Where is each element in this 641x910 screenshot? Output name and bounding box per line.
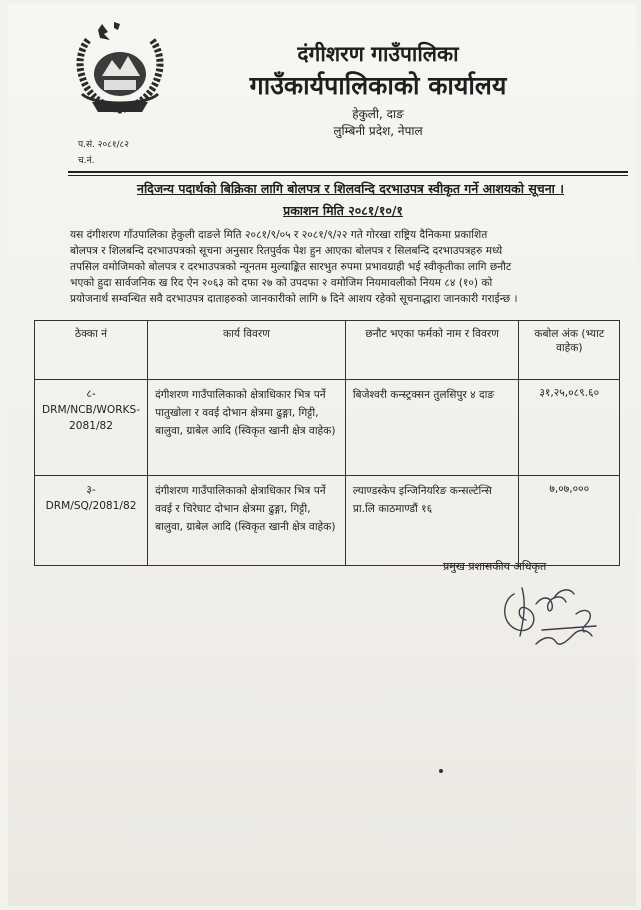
notice-body bbox=[70, 227, 630, 307]
contract-code: DRM/SQ/2081/82 bbox=[45, 500, 137, 512]
contract-no-cell bbox=[35, 380, 148, 476]
header-bid-amount: कबोल अंक (भ्याट वाहेक) bbox=[519, 321, 620, 380]
body-line: प्रयोजनार्थ सम्वन्धित सवै दरभाउपत्र दाताहरुको जानकारीको लागि ७ दिने आशय रहेको सूचनाद्धारा जानकारी गराईन्छ । bbox=[70, 293, 518, 305]
header-selected-firm: छनौट भएका फर्मको नाम र विवरण bbox=[345, 321, 519, 380]
body-line: बोलपत्र र शिलबन्दि दरभाउपत्रको सूचना अनुसार रितपुर्वक पेश हुन आएका बोलपत्र र सिलबन्दि दरभाउपत्रहरु मध्ये bbox=[70, 245, 503, 257]
contract-serial: ३- bbox=[86, 484, 96, 496]
notice-subject: नदिजन्य पदार्थको बिक्रिका लागि बोलपत्र र शिलवन्दि दरभाउपत्र स्वीकृत गर्ने आशयको सूचना । bbox=[137, 181, 564, 196]
address-line-2: लुम्बिनी प्रदेश, नेपाल bbox=[333, 124, 423, 138]
address-line-1: हेकुली, दाङ bbox=[352, 107, 404, 121]
header-divider bbox=[68, 171, 628, 173]
reference-number: प.सं. २०८१/८२ bbox=[78, 140, 129, 150]
table-row bbox=[35, 380, 620, 476]
speck bbox=[439, 769, 443, 773]
table-header-row bbox=[35, 321, 620, 380]
amount-cell: ३१,२५,०८९.६० bbox=[519, 380, 620, 476]
contract-no-cell bbox=[35, 476, 148, 566]
dispatch-number: च.नं. bbox=[78, 156, 95, 166]
header-contract-no: ठेक्का नं bbox=[35, 321, 148, 380]
notice-page bbox=[8, 4, 636, 906]
header-divider-thin bbox=[68, 175, 628, 176]
work-description-cell: दंगीशरण गाउँपालिकाको क्षेत्राधिकार भित्र पर्ने पातुखोला र ववई दोभान क्षेत्रमा ढुङ्गा, गिट्टी, बालुवा, ग्राबेल आदि (स्विकृत खानी क्षेत्र वाहेक) bbox=[148, 380, 346, 476]
body-line: तपसिल वमोजिमको बोलपत्र र दरभाउपत्रको न्यूनतम मुल्याङ्कित सारभुत रुपमा प्रभावग्राही भई स्वीकृतीका लागि छनौट bbox=[70, 261, 512, 273]
header-work-description: कार्य विवरण bbox=[148, 321, 346, 380]
contract-code: DRM/NCB/WORKS-2081/82 bbox=[42, 404, 141, 432]
office-title: गाउँकार्यपालिकाको कार्यालय bbox=[249, 71, 507, 100]
work-description-cell: दंगीशरण गाउँपालिकाको क्षेत्राधिकार भित्र पर्ने ववई र चिरेघाट दोभान क्षेत्रमा ढुङ्गा, गिट्टी, बालुवा, ग्राबेल आदि (स्विकृत खानी क्षेत्र वाहेक) bbox=[148, 476, 346, 566]
table-row bbox=[35, 476, 620, 566]
handwritten-signature-icon bbox=[496, 574, 606, 654]
signatory-title: प्रमुख प्रशासकीय अधिकृत bbox=[443, 560, 547, 573]
contract-serial: ८- bbox=[86, 388, 96, 400]
body-line: यस दंगीशरण गाँउपालिका हेकुली दाङले मिति २०८१/९/०५ र २०८१/९/२२ गते गोरखा राष्ट्रिय दैनिकमा प्रकाशित bbox=[70, 229, 488, 241]
publish-date: प्रकाशन मिति २०८१/१०/१ bbox=[283, 203, 403, 218]
contracts-table bbox=[34, 320, 620, 566]
amount-cell: ७,०७,००० bbox=[519, 476, 620, 566]
firm-cell: ल्याण्डस्केप इन्जिनियरिङ कन्सल्टेन्सि प्रा.लि काठमाण्डौं १६ bbox=[345, 476, 519, 566]
org-name: दंगीशरण गाउँपालिका bbox=[297, 42, 459, 66]
nepal-emblem-icon bbox=[74, 20, 166, 118]
firm-cell: बिजेश्वरी कन्स्ट्रक्सन तुलसिपुर ४ दाङ bbox=[345, 380, 519, 476]
body-line: भएको हुदा सार्वजनिक ख रिद ऐन २०६३ को दफा २७ को उपदफा २ वमोजिम नियमावलीको नियम ८४ (१०) को bbox=[70, 277, 493, 289]
